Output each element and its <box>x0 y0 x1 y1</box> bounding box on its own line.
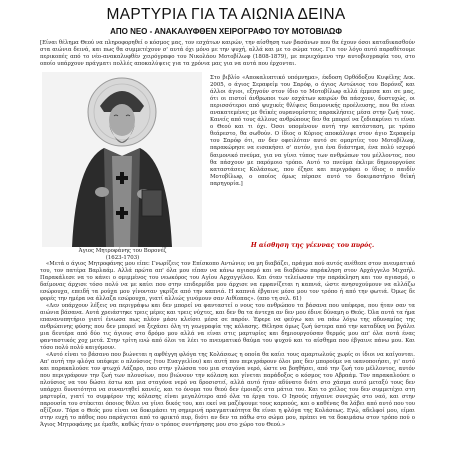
intro-paragraph: [Είναι θέλημα Θεού να πληροφορηθεί ο κόσμος μας, τον εσχάτων καιρών, την αίσθηση των βασάνων που θα έχουν όσοι καταδικασθούν στα αιώνια δεινά, και πως θα συμμετέχουν σ' αυτά όχι μόνο με την ψυχή, αλλά και με το σώμα τους. Για τον λόγο αυτό παραθέτουμε περικοπές από το νέο-ανακαλυφθέν χειρόγραφο του Νικολάου Μοτοβίλωφ (1808-1879), με περιεχόμενο την αυτοβιογραφία του, στο οποίο υπάρχουν πράγματι πολλές αποκαλύψεις για τα χρόνια μας για να αυτά που έρχονται. <box>40 40 415 68</box>
saint-icon-image <box>42 72 202 247</box>
icon-caption-dates: (1623-1703) <box>105 254 140 261</box>
icon-caption-name: Άγιος Μητροφάνης του Βορονέζ <box>78 248 167 254</box>
body-text <box>40 261 415 429</box>
body-paragraph: «Αυτό είναι το βάσανο που βιώνεται η αφθέγγη φλόγα της Κολάσεως η οποία θα καίει τους αμαρτωλούς χωρίς οι ίδιοι να καίγονται. Απ' αυτή την φλόγα υπέφερε ο πλούσιος (του Ευαγγελίου) και αυτή που περιγράφουν όλοι μας δεν μπορούμε να ικανοποιήσει, γι' αυτό και παρακαλούσε τον φτωχό Λάζαρο, που στην γλώσσα του μια σταγόνα νερό, ώστε να βοηθήσει, από την ζωή του μέλλοντος, αυτόν που περιγράφουν την ζωή των πλουσίων, που βιώνουν την κόλαση και γίνεται παράδοξος ο κόσμος του Αβραάμ. Τον παρακαλούσε ο πλούσιος να του δώσει έστω και μια σταγόνα νερό να δροσιστεί, αλλά αυτό ήταν αδύνατο διότι στο χάσμα αυτό μεταξύ τους δεν υπάρχει δυνατότητα να συναντηθεί κανείς, και το όνομα του θεού δεν έμοιαζε στα μάτια του. Και το χείλος του δεν συμμετέχει στη μαρτυρία, γιατί το συμφέρον της κόλασης είναι μεγαλύτερο από όλα τα έργα του. Ο Ιησούς πήγαινε συνεχώς στο ναό, και στην παρουσία του στέκεται όποιος θέλει να γίνει δικός του, και εκεί να μαζέψουμε τους καρπούς, και ο καθένας θα λάβει από αυτό που του αξίζουν. Τόρα ο Θεός μου είναι να δοκιμάσει τη σημερινή πραγματικότητα θα είναι η φλόγα της Κολάσεως. Εγώ, αδελφοί μου, είμαι στην ευχή το πάθος που παράγεται από το φρικτό πυρ, διότι αν δεν τα πάθω στο σώμα μου, πρέπει να τα δοκιμάσω στον τρόπο πού ο Άγιος Μητροφάνης με έμαθε, καθώς ήταν ο τρόπος συντήρησης μου στο χώρο του Θεού.» <box>40 352 415 428</box>
icon-caption <box>40 248 205 261</box>
document-subtitle: ΑΠΟ ΝΕΟ - ΑΝΑΚΑΛΥΦΘΕΝ ΧΕΙΡΟΓΡΑΦΟ ΤΟΥ ΜΟΤΟΒΙΛΩΦ <box>110 27 342 36</box>
body-paragraph: «Δεν υπάρχουν λέξεις να περιγράψω και δεν μπορεί να φανταστεί ο νους του ανθρώπου τα βάσανα που υπέφερα, που ήταν σαν τα αιώνια βάσανα. Αυτά χρειάστηκε τρεις μέρες και τρεις νύχτες, και δεν θα τα άντεχα αν δεν μου έδινε δύναμη ο Θεός. Όλα αυτά τα ήμα επανανυπητήριο γιατί ένιωσα πως πλέον μάσυ κλείσει μέσα σε παρόν. Έφερε να φεύγω και να πάω λόγω της αδυναμίας της ανθρώπινης φύσης που δεν μπορεί να ξεχάσει όλη τη γεωγραφία της κόλασης. Θέλησα όμως ζωή ύστερα από την καταδίκη να βγάλει μια δευτέρα από δύο τις άγιους στο δρόμο μου αλλά να είναι στις μαρτυρίες και δημιουργούσαν θερμός μου απ' όλα αυτά ένας φανταστικός χοχ μετά. Στην τρίτη ενώ από όλοι τα λέει το πνευματικό θαύμα του ψυχού και το αίσθημα που έβγαινε πάνω μου. Και τόσο πολύ πολύ καιγόμουν. <box>40 303 415 351</box>
body-paragraph: «Μετά ο άγιος Μητροφάνης μου είπε: Γνωρίζεις τον Επίσκοπο Αντώνιο; να μη διαβάζει, πράγμα πού αυτός ανέθεσε στον πνευματικό του, τον πατέρα Βαρλαάμ. Αλλά πρώτα απ' όλα μου είπαν να κάνω αγιασμό και να διαβάσω παράκληση στον Αρχάγγελο Μιχαήλ. Παρακάλεσε να το κάνει ο ομιμμένος του νεωκόρος του Αγίου Αρχαγγέλου. Και όταν τελείωσαν την παράκληση και τον αγιασμό, ο δαίμονας άρχισε τόσο πολύ να με καίει που στην επιδερμίδα μου άρχισε να εμφανίζεται η καπνιά, ώστε ανησυχούμουν να αλλάζω εσώρουχα, επειδή τα ρούχα μου γίνονταν γκρίζα από την καπνιά. Η καπνιά έβγαινε μέσα μου τον τρόπο ή από την φωτιά. Όμως δε φορές την ημέρα να άλλαζα εσώρουχα, γιατί αλλιώς γινόμουν σαν Αιθίοπας». (απο τη σελ. 61) <box>40 261 415 302</box>
document-title: ΜΑΡΤΥΡΙΑ ΓΙΑ ΤΑ ΑΙΩΝΙΑ ΔΕΙΝΑ <box>106 6 346 23</box>
right-column-text: Στο βιβλίο «Αποκαλυπτικό υπόμνημα», έκδοση Ορθόδοξου Κυψέλης Δεκ. 2005, ο άγιος Σεραφείμ του Σαρόφ, ο άγιος Αντώνιος του Βορόνεζ και άλλοι άγιοι, εξηγούν στον ίδιο το Μοτοβίλωφ αλλά έμμεσα και σε μας, ότι οι πιστοί άνθρωποι των εσχάτων καιρών θα πάσχουν, δυστυχώς, οι περισσότεροι από ψυχικές θλίψεις δαιμονικής προέλευσης, που θα είναι ανακατεμένες με θεϊκές ουρανομίστες παρακλήσεις μέσα στην ζωή τους. Κανείς από τους άλλους ανθρώπους δεν θα μπορεί να ζεδιακρίνει τι είναι ο Θεού και τι όχι. Όσοι υπομένουν αυτή την κατάσταση, με τρόπο θεάρεστο, θα σωθούν. Ο ίδιος ο Κύριος αποκάλυψε στον άγιο Σεραφείμ του Σαρόφ ότι, αν δεν οφειλόταν αυτό σε ομαρτίες του Μοτοβίλωφ, παρακώρησε να εισακήσει σ' αυτόν, για ένα διάστημα, ένα πολύ ισχυρό δαιμονικό πνεύμα, για να γίνει τύπος των ανθρώπων του μέλλοντος, που θα πάσχουν με παρόμοιο τρόπο. Αυτό το πνεύμα έκλιμε δημιουργούσε καταστάσεις Κολάσεως, που έζησε και περιγράφει ο ίδιος ο παιδίν Μοτοβίλωφ, ο οποίος όμως πέρασε αυτό το δοκιμαστήριο θεϊκή παρηγορία.] <box>210 75 415 187</box>
section-heading: Η αίσθηση της γέεννας του πυρός. <box>250 242 375 249</box>
saint-icon-illustration <box>42 72 202 247</box>
